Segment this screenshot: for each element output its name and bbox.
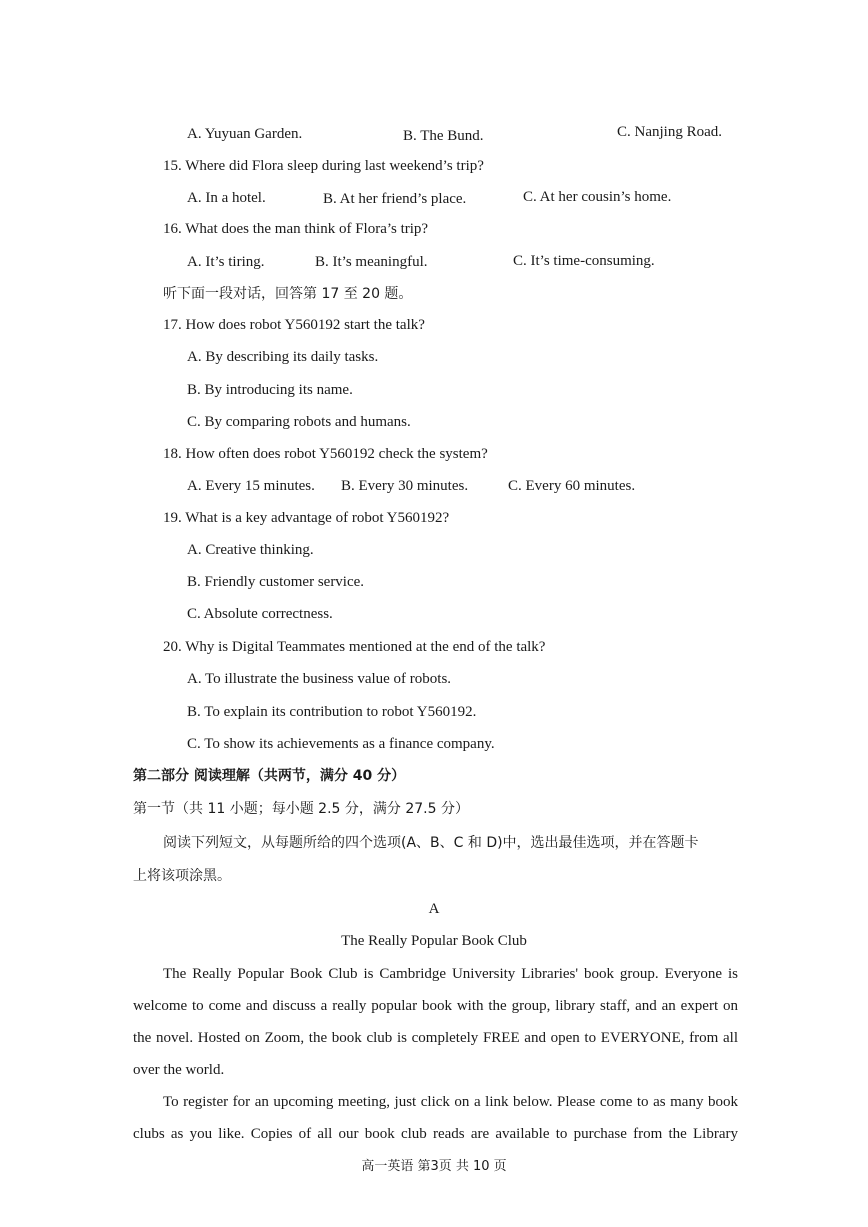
- q19-option-a: A. Creative thinking.: [187, 542, 314, 558]
- q17-option-b: B. By introducing its name.: [187, 382, 353, 398]
- q16-option-c: C. It’s time-consuming.: [513, 253, 655, 269]
- question-18: 18. How often does robot Y560192 check the system?: [163, 446, 488, 462]
- question-17: 17. How does robot Y560192 start the talk?: [163, 317, 425, 333]
- part2-heading: 第二部分 阅读理解（共两节，满分 40 分）: [133, 768, 406, 784]
- instruction-17-20: 听下面一段对话，回答第 17 至 20 题。: [163, 286, 413, 302]
- q18-option-b: B. Every 30 minutes.: [341, 478, 469, 494]
- reading-instruction-line2: 上将该项涂黑。: [133, 868, 231, 884]
- q14-option-a: A. Yuyuan Garden.: [187, 126, 303, 142]
- q15-option-a: A. In a hotel.: [187, 190, 266, 206]
- q20-option-b: B. To explain its contribution to robot Y560192.: [187, 704, 477, 720]
- passage-letter: A: [428, 901, 440, 917]
- q19-option-c: C. Absolute correctness.: [187, 606, 333, 622]
- q17-option-c: C. By comparing robots and humans.: [187, 414, 411, 430]
- question-20: 20. Why is Digital Teammates mentioned at the end of the talk?: [163, 639, 546, 655]
- paragraph2-line2: clubs as you like. Copies of all our book club reads are available to purchase from the Library: [133, 1126, 738, 1142]
- q15-option-b: B. At her friend’s place.: [323, 191, 467, 207]
- passage-title: The Really Popular Book Club: [341, 933, 527, 949]
- q19-option-b: B. Friendly customer service.: [187, 574, 365, 590]
- page-footer: 高一英语 第3页 共 10 页: [361, 1159, 507, 1174]
- q15-option-c: C. At her cousin’s home.: [523, 189, 672, 205]
- question-19: 19. What is a key advantage of robot Y560192?: [163, 510, 450, 526]
- q16-option-a: A. It’s tiring.: [187, 254, 265, 270]
- paragraph1-line2: welcome to come and discuss a really popular book with the group, library staff, and an expert on: [133, 998, 738, 1014]
- q20-option-a: A. To illustrate the business value of robots.: [187, 671, 452, 687]
- question-16: 16. What does the man think of Flora’s trip?: [163, 221, 429, 237]
- reading-instruction-line1: 阅读下列短文，从每题所给的四个选项(A、B、C 和 D)中，选出最佳选项，并在答题卡: [163, 835, 699, 851]
- question-15: 15. Where did Flora sleep during last weekend’s trip?: [163, 158, 484, 174]
- paragraph1-line1: The Really Popular Book Club is Cambridge University Libraries' book group. Everyone is: [163, 966, 738, 982]
- q18-option-a: A. Every 15 minutes.: [187, 478, 315, 494]
- q17-option-a: A. By describing its daily tasks.: [187, 349, 379, 365]
- paragraph1-line4: over the world.: [133, 1062, 225, 1078]
- q14-option-c: C. Nanjing Road.: [617, 124, 722, 140]
- paragraph1-line3: the novel. Hosted on Zoom, the book club is completely FREE and open to EVERYONE, from all: [133, 1030, 738, 1046]
- paragraph2-line1: To register for an upcoming meeting, just click on a link below. Please come to as many book: [163, 1094, 738, 1110]
- q18-option-c: C. Every 60 minutes.: [508, 478, 636, 494]
- section1-heading: 第一节（共 11 小题；每小题 2.5 分，满分 27.5 分）: [133, 801, 469, 817]
- q20-option-c: C. To show its achievements as a finance company.: [187, 736, 495, 752]
- q14-option-b: B. The Bund.: [403, 128, 484, 144]
- q16-option-b: B. It’s meaningful.: [315, 254, 428, 270]
